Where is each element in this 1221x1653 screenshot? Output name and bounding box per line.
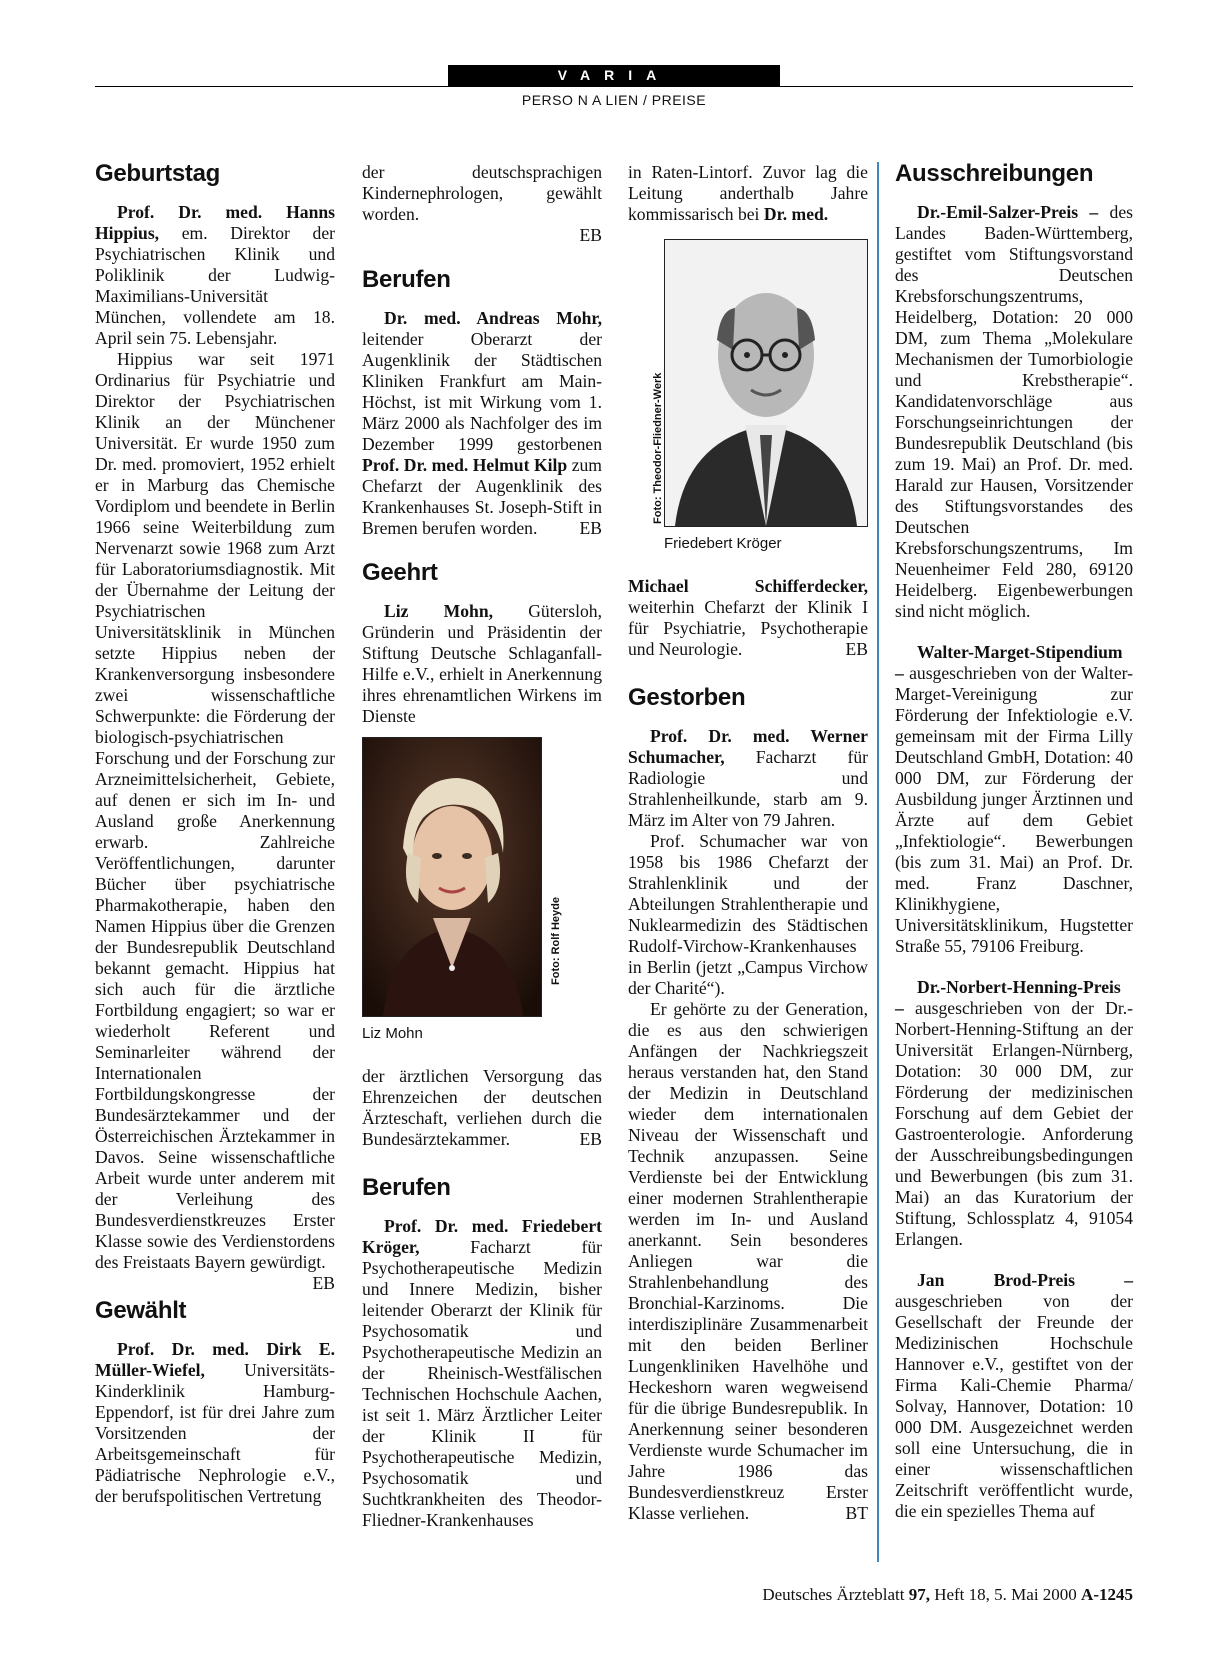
article-schumacher-body: Prof. Schumacher war von 1958 bis 1986 Chefarzt der Strahlenklinik und der Abteilungen Strahlentherapie und Nuklearmedizin des Städtischen Rudolf-Virchow-Krankenhauses in Berlin (jetzt „Campus Virchow der Charité“). [628, 831, 868, 998]
photo-credit: Foto: Rolf Heyde [550, 897, 562, 985]
article-text: em. Direktor der Psychiatrischen Klinik und Poliklinik der Ludwig-Maximilians-Universität München, vollendete am 18. April sein 75. Lebensjahr. [95, 223, 335, 348]
heading-birthday: Geburtstag [95, 160, 221, 187]
article-text: der deutschsprachigen Kindernephrologen, gewählt worden. [362, 162, 602, 224]
article-text: Gütersloh, Gründerin und Präsidentin der Stiftung Deutsche Schlaganfall-Hilfe e.V., erhielt in Anerkennung ihres ehrenamtlichen Wirkens im Dienste [362, 601, 603, 726]
portrait-image [362, 737, 542, 1017]
article-text: Universitäts-Kinderklinik Hamburg-Eppendorf, ist für drei Jahre zum Vorsitzenden der Arbeitsgemeinschaft für Pädiatrische Nephrologie e.V., der berufspolitischen Vertretung [95, 1360, 335, 1506]
article-mueller-wiefel [95, 1339, 335, 1507]
column-2 [362, 162, 602, 1531]
section-tab: VARIA [448, 65, 780, 86]
person-name: Prof. Dr. med. Dirk E. Müller-Wiefel, [95, 1339, 335, 1380]
author-sig: EB [579, 225, 602, 245]
portrait-image [664, 239, 868, 527]
article-mohn-cont [362, 1066, 602, 1150]
volume: 97, [908, 1585, 930, 1604]
journal-name: Deutsches Ärzteblatt [762, 1585, 909, 1604]
author-sig: EB [312, 1273, 335, 1293]
column-4 [895, 160, 1133, 1522]
person-name: Prof. Dr. med. Helmut Kilp [362, 455, 568, 475]
article-text: des Landes Baden-Württemberg, gestiftet vom Stiftungsvorstand des Deutschen Krebsforschungszentrums, Heidelberg, Dotation: 20 000 DM, zum Thema „Molekulare Mechanismen der Tumorbiologie und Krebstherapie“. Kandidatenvorschläge aus Forschungseinrichtungen der Bundesrepublik Deutschland (bis zum 19. Mai) an Prof. Dr. med. Harald zur Hausen, Vorsitzender des Stiftungsvorstandes des Deutschen Krebsforschungszentrums, Im Neuenheimer Feld 280, 69120 Heidelberg. Eigenbewerbungen sind nicht möglich. [895, 202, 1133, 621]
heading-tenders: Ausschreibungen [895, 160, 1094, 187]
author-sig: EB [579, 518, 602, 538]
header-rule [95, 86, 1133, 87]
article-text: Facharzt für Radiologie und Strahlenheilkunde, starb am 9. März im Alter von 79 Jahren. [628, 747, 868, 830]
article-schumacher-legacy [628, 999, 868, 1524]
article-text: Facharzt für Psychotherapeutische Medizin und Innere Medizin, bisher leitender Oberarzt der Klinik für Psychosomatik und Psychotherapeutische Medizin an der Rheinisch-Westfälischen Technischen Hochschule Aachen, ist seit 1. März Ärztlicher Leiter der Klinik II für Psychotherapeutische Medizin, Psychosomatik und Suchtkrankheiten des Theodor-Fliedner-Krankenhauses [362, 1237, 602, 1530]
portrait-illustration [363, 738, 541, 1016]
article-text: ausgeschrieben von der Gesellschaft der Freunde der Medizinischen Hochschule Hannover e.V., gestiftet von der Firma Kali-Chemie Pharma/ Solvay, Hannover, Dotation: 10 000 DM. Ausgezeichnet werden soll eine Untersuchung, die in einer wissenschaftlichen Zeitschrift veröffentlicht wurde, die ein spezielles Thema auf [895, 1291, 1133, 1521]
heading-appointed-2: Berufen [362, 1174, 451, 1201]
article-text: der ärztlichen Versorgung das Ehrenzeichen der deutschen Ärzteschaft, verliehen durch die Bundesärztekammer. [362, 1066, 602, 1149]
person-name: Prof. Dr. med. Friedebert Kröger, [362, 1216, 602, 1257]
prize-henning [895, 977, 1133, 1250]
author-sig: BT [845, 1503, 868, 1523]
heading-died: Gestorben [628, 684, 746, 711]
portrait-illustration [665, 240, 867, 526]
article-kroeger [362, 1216, 602, 1531]
column-3 [628, 162, 868, 1524]
prize-marget [895, 642, 1133, 957]
heading-appointed: Berufen [362, 266, 451, 293]
article-mohn [362, 601, 602, 727]
article-hippius-intro [95, 202, 335, 349]
person-name: Liz Mohn, [384, 601, 494, 621]
page-number: A-1245 [1081, 1585, 1133, 1604]
article-text: leitender Oberarzt der Augenklinik der Städtischen Kliniken Frankfurt am Main-Höchst, ist mit Wirkung vom 1. März 2000 als Nachfolger des im Dezember 1999 gestorbenen [362, 329, 602, 454]
article-text: Er gehörte zu der Generation, die es aus den schwierigen Anfängen der Nachkriegszeit heraus verstanden hat, den Stand der Medizin in Deutschland wieder dem internationalen Niveau der Wissenschaft und Technik anzupassen. Seine Verdienste bei der Entwicklung einer modernen Strahlentherapie werden im In- und Ausland anerkannt. Sein besonderes Anliegen war die Strahlenbehandlung des Bronchial-Karzinoms. Die interdisziplinäre Zusammenarbeit mit den beiden Berliner Lungenkliniken Havelhöhe und Heckeshorn waren wegweisend für die übrige Bundesrepublik. In Anerkennung seiner besonderen Verdienste wurde Schumacher im Jahre 1986 das Bundesverdienstkreuz Erster Klasse verliehen. [628, 999, 868, 1523]
article-text: Hippius war seit 1971 Ordinarius für Psychiatrie und Direktor der Psychiatrischen Klinik an der Münchener Universität. Er wurde 1950 zum Dr. med. promoviert, 1952 erhielt er in Marburg das Chemische Vordiplom und beendete in Berlin 1966 seine Weiterbildung zum Nervenarzt sowie 1968 zum Arzt für Laboratoriumsdiagnostik. Mit der Übernahme der Leitung der Psychiatrischen Universitätsklinik in München setzte Hippius neben der Krankenversorgung insbesondere zwei wissenschaftliche Schwerpunkte: die Förderung der biologisch-psychiatrischen Forschung und der Forschung zur Arzneimittelsicherheit, Gebiete, auf denen er sich im In- und Ausland große Anerkennung erwarb. Zahlreiche Veröffentlichungen, darunter Bücher über psychiatrische Pharmakotherapie, haben den Namen Hippius über die Grenzen der Bundesrepublik Deutschland bekannt gemacht. Hippius hat sich auch für die ärztliche Fortbildung engagiert; so war er wiederholt Referent und Seminarleiter während der Internationalen Fortbildungskongresse der Bundesärztekammer und der Österreichischen Ärztekammer in Davos. Seine wissenschaftliche Arbeit wurde unter anderem mit der Verleihung des Bundesverdienstkreuzes Erster Klasse sowie des Verdienstordens des Freistaats Bayern gewürdigt. [95, 349, 335, 1272]
person-name: Dr. med. [763, 204, 829, 224]
article-text: weiterhin Chefarzt der Klinik I für Psychiatrie, Psychotherapie und Neurologie. [628, 597, 868, 659]
author-sig: EB [579, 1129, 602, 1149]
page-footer [600, 1585, 1133, 1605]
photo-caption: Liz Mohn [362, 1025, 423, 1042]
article-text: ausgeschrieben von der Walter-Marget-Vereinigung zur Förderung der Infektiologie e.V. gemeinsam mit der Firma Lilly Deutschland GmbH, Dotation: 40 000 DM, zur Förderung der Ausbildung junger Ärztinnen und Ärzte auf dem Gebiet „Infektiologie“. Bewerbungen (bis zum 31. Mai) an Prof. Dr. med. Franz Daschner, Klinikhygiene, Universitätsklinikum, Hugstetter Straße 55, 79106 Freiburg. [895, 663, 1133, 956]
article-text: ausgeschrieben von der Dr.-Norbert-Henning-Stiftung an der Universität Erlangen-Nürnberg, Dotation: 30 000 DM, zur Förderung der medizinischen Forschung auf dem Gebiet der Gastroenterologie. Anforderung der Ausschreibungsbedingungen und Bewerbungen (bis zum 31. Mai) an das Kuratorium der Stiftung, Schlossplatz 4, 91054 Erlangen. [895, 998, 1133, 1249]
person-name: Michael Schifferdecker, [628, 576, 868, 596]
photo-friedebert-kroeger [652, 239, 868, 554]
column-divider [877, 162, 879, 1562]
author-sig: EB [845, 639, 868, 659]
article-kroeger-cont [628, 162, 868, 225]
prize-name: Walter-Marget-Stipendium – [895, 642, 1123, 683]
person-name: Dr. med. Andreas Mohr, [384, 308, 602, 328]
person-name: Prof. Dr. med. Werner Schumacher, [628, 726, 868, 767]
article-mohr [362, 308, 602, 539]
article-schifferdecker [628, 576, 868, 660]
prize-name: Dr.-Emil-Salzer-Preis – [917, 202, 1099, 222]
article-schumacher-intro [628, 726, 868, 831]
article-text: in Raten-Lintorf. Zuvor lag die Leitung anderthalb Jahre kommissarisch bei [628, 162, 868, 224]
section-subtitle: PERSO N A LIEN / PREISE [521, 92, 707, 108]
heading-elected: Gewählt [95, 1297, 187, 1324]
prize-name: Dr.-Norbert-Henning-Preis – [895, 977, 1121, 1018]
photo-liz-mohn [362, 737, 602, 1044]
article-text: zum Chefarzt der Augenklinik des Krankenhauses St. Joseph-Stift in Bremen berufen worden. [362, 455, 602, 538]
prize-brod [895, 1270, 1133, 1522]
photo-credit: Foto: Theodor-Fliedner-Werk [652, 372, 664, 524]
heading-honored: Geehrt [362, 559, 438, 586]
article-hippius-body [95, 349, 335, 1293]
column-1 [95, 160, 335, 1507]
article-continuation [362, 162, 602, 246]
prize-salzer [895, 202, 1133, 622]
issue-info: Heft 18, 5. Mai 2000 [929, 1585, 1082, 1604]
person-name: Prof. Dr. med. Hanns Hippius, [95, 202, 335, 243]
prize-name: Jan Brod-Preis – [917, 1270, 1133, 1290]
photo-caption: Friedebert Kröger [664, 535, 782, 552]
